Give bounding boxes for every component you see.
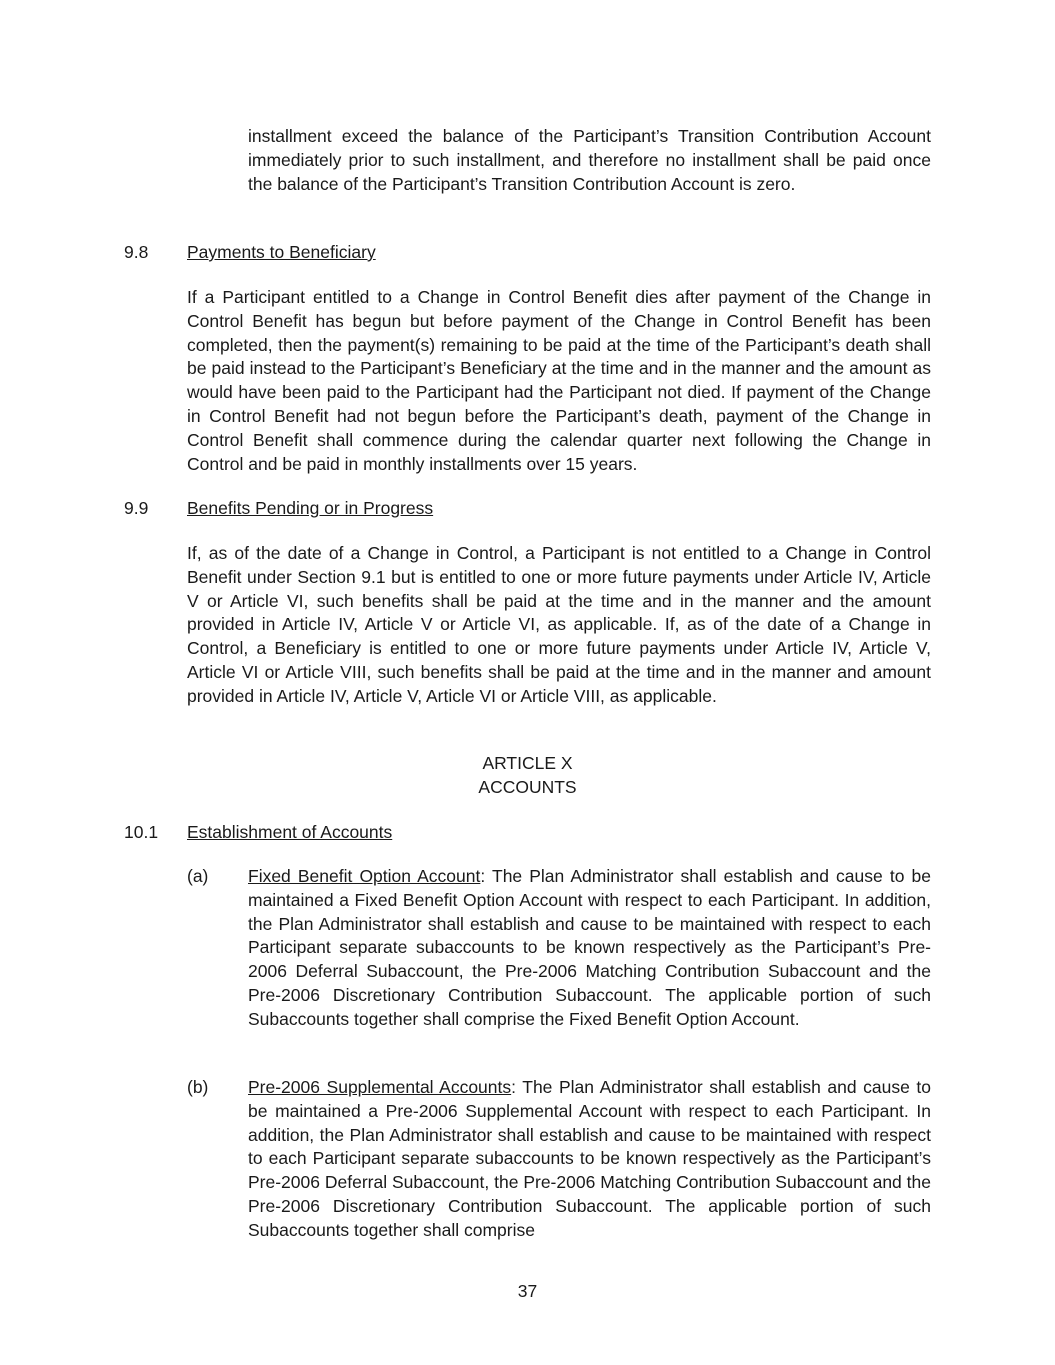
section-body-9-8: If a Participant entitled to a Change in Control Benefit dies after payment of the Change in Control Benefit has begun but before payment of the Change in Control Benefit has been completed, then the payment(s) remaining to be paid at the time of the Participant’s death shall be paid instead to the Participant’s Beneficiary at the time and in the manner and the amount as would have been paid to the Participant had the Participant not died. If payment of the Change in Control Benefit had not begun before the Participant’s death, payment of the Change in Control Benefit shall commence during the calendar quarter next following the Change in Control and be paid in monthly installments over 15 years. bbox=[187, 287, 931, 474]
item-body-b: The Plan Administrator shall establish and cause to be maintained a Pre-2006 Supplemental Account with respect to each Participant. In addition, the Plan Administrator shall establish and cause to be maintained with respect to each Participant separate subaccounts to be known respectively as the Participant’s Pre-2006 Deferral Subaccount, the Pre-2006 Matching Contribution Subaccount and the Pre-2006 Discretionary Contribution Subaccount. The applicable portion of such Subaccounts together shall comprise bbox=[248, 1077, 931, 1240]
article-number: ARTICLE X bbox=[482, 753, 573, 773]
section-body-9-9: If, as of the date of a Change in Control, a Participant is not entitled to a Change in Control Benefit under Section 9.1 but is entitled to one or more future payments under Article IV, Article V or Article VI, such benefits shall be paid at the time and in the manner and the amount provided in Article IV, Article V or Article VI, as applicable. If, as of the date of a Change in Control, a Beneficiary is entitled to one or more future payments under Article IV, Article V, Article VI or Article VIII, such benefits shall be paid at the time and in the manner and amount provided in Article IV, Article V, Article VI or Article VIII, as applicable. bbox=[187, 543, 931, 706]
item-paragraph-a bbox=[248, 865, 931, 1032]
section-number-9-9: 9.9 bbox=[124, 498, 149, 518]
section-number-9-8: 9.8 bbox=[124, 242, 149, 262]
page-number: 37 bbox=[517, 1281, 538, 1301]
item-colon-a: : bbox=[480, 866, 486, 886]
section-heading-9-9: Benefits Pending or in Progress bbox=[187, 498, 434, 518]
section-heading-10-1: Establishment of Accounts bbox=[187, 822, 393, 842]
item-label-b: (b) bbox=[187, 1077, 209, 1097]
item-colon-b: : bbox=[511, 1077, 517, 1097]
item-title-b: Pre-2006 Supplemental Accounts bbox=[248, 1077, 512, 1097]
section-number-10-1: 10.1 bbox=[124, 822, 159, 842]
item-title-a: Fixed Benefit Option Account bbox=[248, 866, 481, 886]
item-label-a: (a) bbox=[187, 866, 209, 886]
item-paragraph-b bbox=[248, 1076, 931, 1243]
item-body-a: The Plan Administrator shall establish and cause to be maintained a Fixed Benefit Option Account with respect to each Participant. In addition, the Plan Administrator shall establish and cause to be maintained with respect to each Participant separate subaccounts to be known respectively as the Participant’s Pre-2006 Deferral Subaccount, the Pre-2006 Matching Contribution Subaccount and the Pre-2006 Discretionary Contribution Subaccount. The applicable portion of such Subaccounts together shall comprise the Fixed Benefit Option Account. bbox=[248, 866, 931, 1029]
section-heading-9-8: Payments to Beneficiary bbox=[187, 242, 376, 262]
carryover-paragraph: installment exceed the balance of the Participant’s Transition Contribution Account immediately prior to such installment, and therefore no installment shall be paid once the balance of the Participant’s Transition Contribution Account is zero. bbox=[248, 126, 931, 194]
article-title: ACCOUNTS bbox=[478, 777, 577, 797]
